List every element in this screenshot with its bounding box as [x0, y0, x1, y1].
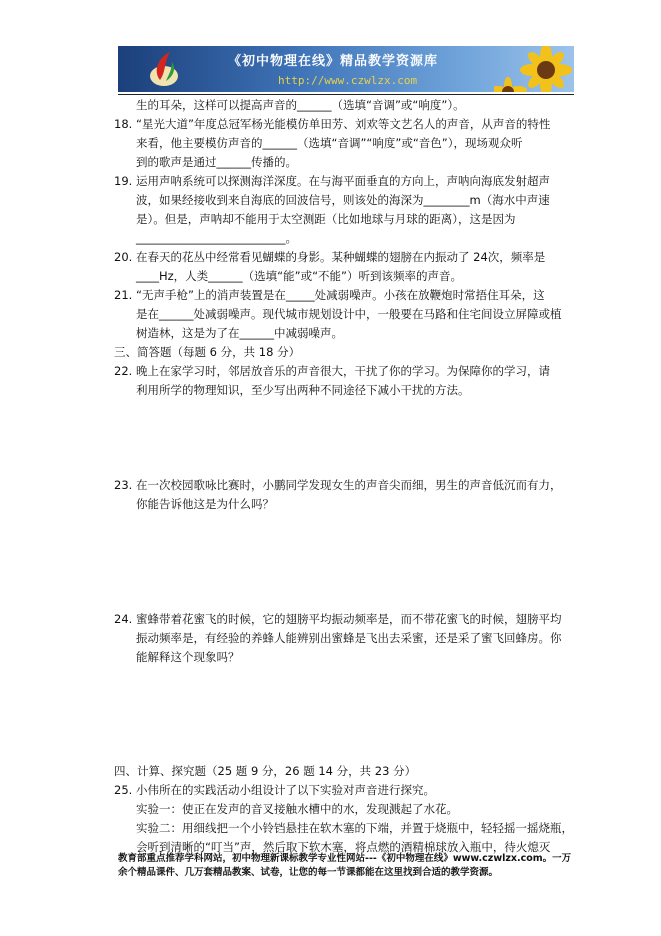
experiment-two-text: 会听到清晰的“叮当”声，然后取下软木塞，将点燃的酒精棉球放入瓶中，待火熄灭: [136, 840, 551, 854]
question-text: 树造林，这是为了在______中减弱噪声。: [136, 326, 343, 340]
question-text: 振动频率是，有经验的养蜂人能辨别出蜜蜂是飞出去采蜜，还是采了蜜飞回蜂房。你: [136, 631, 562, 645]
question-number: 23.: [114, 478, 133, 492]
question-25: [114, 781, 574, 857]
question-21: [114, 286, 574, 343]
document-body: [114, 96, 574, 857]
question-18: [114, 115, 574, 172]
question-number: 24.: [114, 612, 133, 626]
section-heading-short-answer: 三、简答题（每题 6 分，共 18 分）: [114, 345, 301, 359]
experiment-two-text: 实验二：用细线把一个小铃铛悬挂在软木塞的下端，并置于烧瓶中，轻轻摇一摇烧瓶，: [136, 821, 573, 835]
question-number: 22.: [114, 364, 133, 378]
question-text: 是）。但是，声呐却不能用于太空测距（比如地球与月球的距离），这是因为: [136, 212, 516, 226]
question-22: [114, 362, 574, 476]
page-footer: [118, 852, 576, 880]
question-text: 运用声呐系统可以探测海洋深度。在与海平面垂直的方向上，声呐向海底发射超声: [136, 174, 550, 188]
footer-line: 余个精品课件、几万套精品教案、试卷，让您的每一节课都能在这里找到合适的教学资源。: [118, 867, 499, 878]
question-19: [114, 172, 574, 248]
question-text: 能解释这个现象吗？: [136, 650, 240, 664]
question-text: 在春天的花丛中经常看见蝴蝶的身影。某种蝴蝶的翅膀在内振动了 24次，频率是: [136, 250, 546, 264]
question-text: ____Hz，人类______（选填“能”或“不能”）听到该频率的声音。: [136, 269, 463, 283]
sunflower-icon: [494, 46, 574, 92]
question-text: 到的歌声是通过______传播的。: [136, 155, 297, 169]
question-20: [114, 248, 574, 286]
header-banner: [118, 46, 574, 92]
question-text: 小伟所在的实践活动小组设计了以下实验对声音进行探究。: [136, 783, 435, 797]
question-text: 蜜蜂带着花蜜飞的时候，它的翅膀平均振动频率是，而不带花蜜飞的时候，翅膀平均: [136, 612, 562, 626]
header-divider: [118, 94, 574, 95]
question-text: 在一次校园歌咏比赛时，小鹏同学发现女生的声音尖而细，男生的声音低沉而有力，: [136, 478, 562, 492]
question-text: “星光大道”年度总冠军杨光能模仿单田芳、刘欢等文艺名人的声音，从声音的特性: [136, 117, 551, 131]
banner-url: http://www.czwlzx.com: [278, 74, 418, 87]
section-heading-calculation: 四、计算、探究题（25 题 9 分，26 题 14 分，共 23 分）: [114, 764, 417, 778]
question-number: 21.: [114, 288, 133, 302]
question-text: 晚上在家学习时，邻居放音乐的声音很大，干扰了你的学习。为保障你的学习，请: [136, 364, 550, 378]
question-text: 是在______处减弱噪声。现代城市规划设计中，一般要在马路和住宅间设立屏障或植: [136, 307, 562, 321]
question-23: [114, 476, 574, 610]
question-text: __________________________。: [136, 231, 297, 245]
logo-icon: [146, 50, 182, 88]
footer-line: 教育部重点推荐学科网站，初中物理新课标教学专业性网站---《初中物理在线》www.czwlzx.com。一万: [118, 853, 572, 864]
question-text: “无声手枪”上的消声装置是在_____处减弱噪声。小孩在放鞭炮时常捂住耳朵，这: [136, 288, 545, 302]
question-number: 20.: [114, 250, 133, 264]
question-24: [114, 610, 574, 762]
question-number: 18.: [114, 117, 133, 131]
question-text: 来看，他主要模仿声音的______（选填“音调”“响度”或“音色”），现场观众听: [136, 136, 523, 150]
question-text: 波，如果经接收到来自海底的回波信号，则该处的海深为________m（海水中声速: [136, 193, 550, 207]
experiment-one-text: 实验一：使正在发声的音叉接触水槽中的水，发现溅起了水花。: [136, 802, 458, 816]
question-number: 19.: [114, 174, 133, 188]
question-text: 利用所学的物理知识，至少写出两种不同途径下减小干扰的方法。: [136, 383, 470, 397]
question-number: 25.: [114, 783, 133, 797]
question-17-tail: 生的耳朵，这样可以提高声音的______（选填“音调”或“响度”）。: [136, 98, 465, 112]
banner-title: 《初中物理在线》精品教学资源库: [228, 54, 439, 69]
question-text: 你能告诉他这是为什么吗？: [136, 497, 274, 511]
